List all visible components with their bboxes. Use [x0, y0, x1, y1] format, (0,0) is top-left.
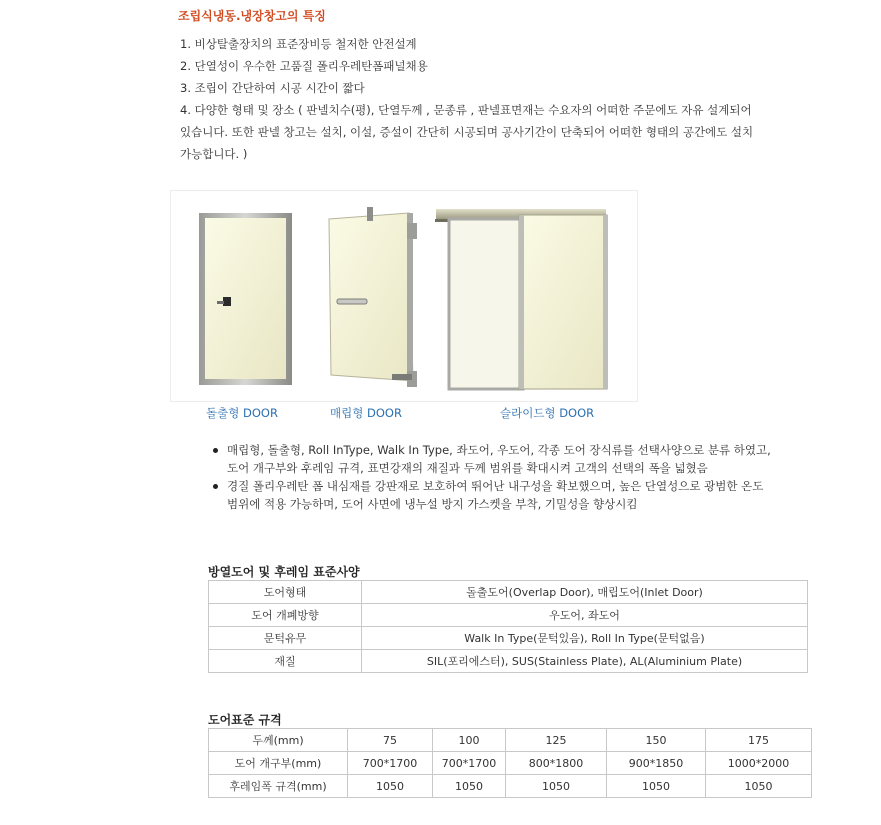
table-cell-label: 두께(mm)	[209, 729, 348, 752]
table-cell-value: 125	[506, 729, 607, 752]
bullet-line: 범위에 적용 가능하며, 도어 사면에 냉누설 방지 가스켓을 부착, 기밀성을 향상시킴	[227, 497, 638, 511]
table-cell-value: 1050	[506, 775, 607, 798]
feature-line-3: 3. 조립이 간단하여 시공 시간이 짧다	[180, 81, 365, 95]
bullet-line: 도어 개구부와 후레임 규격, 표면강재의 재질과 두께 범위를 확대시켜 고객의 선택의 폭을 넓혔음	[227, 461, 708, 475]
caption-inlet-door: 매립형 DOOR	[330, 406, 402, 420]
table-cell-value: 1000*2000	[706, 752, 812, 775]
table-cell-value: 175	[706, 729, 812, 752]
spec-heading: 방열도어 및 후레임 표준사양	[208, 565, 360, 579]
table-row	[209, 729, 812, 752]
table-row	[209, 775, 812, 798]
feature-line-5: 있습니다. 또한 판넬 창고는 설치, 이설, 증설이 간단히 시공되며 공사기간이 단축되어 어떠한 형태의 공간에도 설치	[180, 125, 754, 139]
spec-table	[208, 580, 808, 673]
door-types-illustration	[171, 191, 637, 401]
table-cell-label: 후레임폭 규격(mm)	[209, 775, 348, 798]
table-cell-value: 100	[433, 729, 506, 752]
sliding-door-drawing	[435, 209, 608, 389]
table-row	[209, 752, 812, 775]
bullet-line: 매립형, 돌출형, Roll InType, Walk In Type, 좌도어, 우도어, 각종 도어 장식류를 선택사양으로 분류 하였고,	[227, 443, 771, 457]
table-cell-label: 문턱유무	[209, 627, 362, 650]
page-title: 조립식냉동.냉장창고의 특징	[178, 9, 326, 23]
table-row	[209, 627, 808, 650]
table-cell-value: 700*1700	[348, 752, 433, 775]
table-row	[209, 650, 808, 673]
bullet-item	[206, 477, 826, 513]
table-cell-label: 재질	[209, 650, 362, 673]
caption-sliding-door: 슬라이드형 DOOR	[500, 406, 595, 420]
overlap-door-drawing	[199, 213, 292, 385]
table-cell-label: 도어 개구부(mm)	[209, 752, 348, 775]
table-row	[209, 604, 808, 627]
table-cell-value: SIL(포리에스터), SUS(Stainless Plate), AL(Aluminium Plate)	[362, 650, 808, 673]
feature-line-2: 2. 단열성이 우수한 고품질 폴리우레탄폼패널채용	[180, 59, 428, 73]
table-cell-value: 1050	[607, 775, 706, 798]
caption-overlap-door: 돌출형 DOOR	[206, 406, 278, 420]
table-cell-value: 돌출도어(Overlap Door), 매립도어(Inlet Door)	[362, 581, 808, 604]
table-cell-value: 1050	[706, 775, 812, 798]
feature-bullet-list	[206, 441, 826, 513]
inlet-door-drawing	[329, 207, 417, 387]
bullet-dot-icon	[213, 484, 218, 489]
table-cell-value: 우도어, 좌도어	[362, 604, 808, 627]
bullet-item	[206, 441, 826, 477]
std-heading: 도어표준 규격	[208, 713, 282, 727]
table-cell-value: 800*1800	[506, 752, 607, 775]
table-cell-value: 75	[348, 729, 433, 752]
std-size-table	[208, 728, 812, 798]
table-cell-value: 900*1850	[607, 752, 706, 775]
bullet-dot-icon	[213, 448, 218, 453]
table-cell-value: 700*1700	[433, 752, 506, 775]
feature-line-6: 가능합니다. )	[180, 147, 248, 161]
table-cell-value: 1050	[433, 775, 506, 798]
bullet-line: 경질 폴리우레탄 폼 내심재를 강판재로 보호하여 뛰어난 내구성을 확보했으며, 높은 단열성으로 광범한 온도	[227, 479, 764, 493]
feature-line-4: 4. 다양한 형태 및 장소 ( 판넬치수(평), 단열두께 , 문종류 , 판넬표면재는 수요자의 어떠한 주문에도 자유 설계되어	[180, 103, 752, 117]
table-cell-value: Walk In Type(문턱있음), Roll In Type(문턱없음)	[362, 627, 808, 650]
table-cell-value: 1050	[348, 775, 433, 798]
feature-line-1: 1. 비상탈출장치의 표준장비등 철저한 안전설계	[180, 37, 417, 51]
table-cell-label: 도어형태	[209, 581, 362, 604]
door-types-image	[170, 190, 638, 402]
table-cell-value: 150	[607, 729, 706, 752]
table-cell-label: 도어 개폐방향	[209, 604, 362, 627]
table-row	[209, 581, 808, 604]
